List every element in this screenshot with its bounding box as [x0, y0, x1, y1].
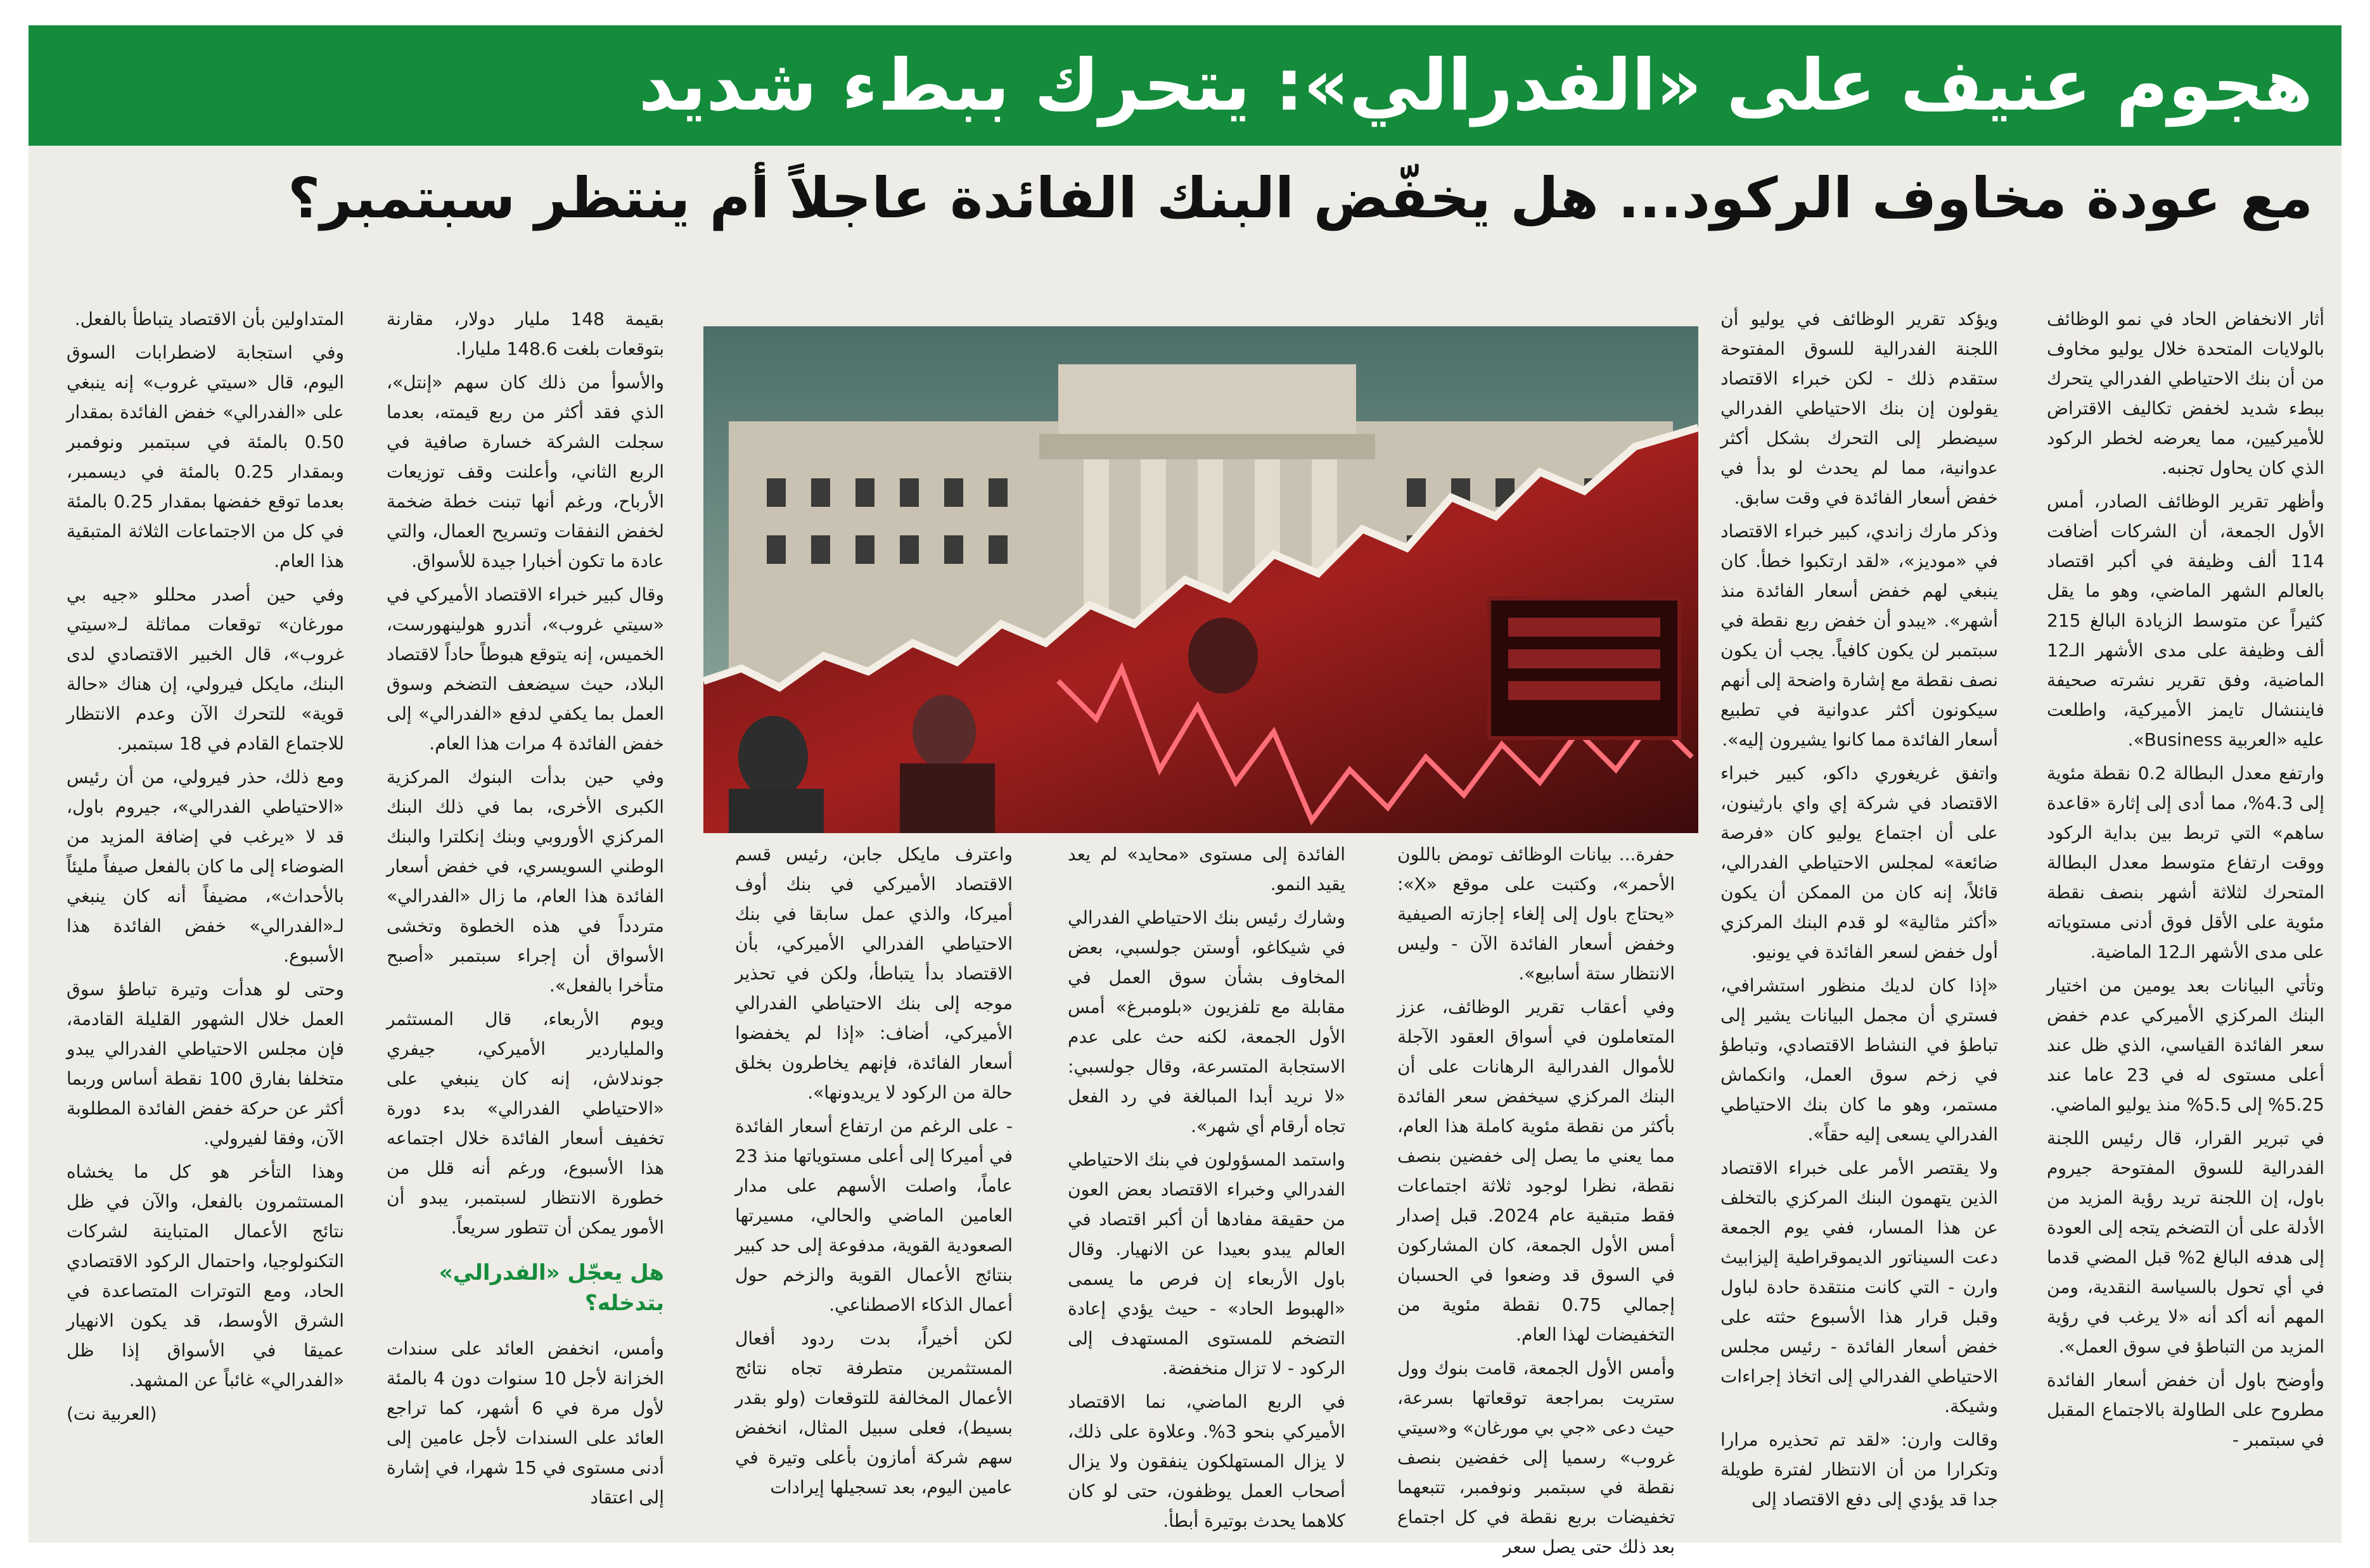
paragraph: ويوم الأربعاء، قال المستثمر والملياردير الأميركي، جيفري جوندلاش، إنه كان ينبغي على «الاحتياطي الفدرالي» بدء دورة تخفيف أسعار الفائدة خلال اجتماعه هذا الأسبوع، ورغم أنه قلل من خطورة الانتظار لسبتمبر، يبدو أن الأمور يمكن أن تتطور سريعاً.: [387, 1009, 664, 1238]
column-7: [67, 304, 344, 1527]
paragraph: وقالت وارن: «لقد تم تحذيره مرارا وتكرارا من أن الانتظار لفترة طويلة جدا قد يؤدي إلى دفع الاقتصاد إلى: [1720, 1429, 1998, 1510]
paragraph: في الربع الماضي، نما الاقتصاد الأميركي بنحو 3%. وعلاوة على ذلك، لا يزال المستهلكون ينفقون ولا يزال أصحاب العمل يوظفون، حتى لو كان كلاهما يحدث بوتيرة أبطأ.: [1068, 1391, 1345, 1531]
paragraph: وتأتي البيانات بعد يومين من اختيار البنك المركزي الأميركي عدم خفض سعر الفائدة القياسي، الذي ظل عند أعلى مستوى له في 23 عاما عند 5.25% إلى 5.5% منذ يوليو الماضي.: [2047, 975, 2324, 1115]
column-4: [1068, 839, 1345, 1531]
paragraph: وحتى لو هدأت وتيرة تباطؤ سوق العمل خلال الشهور القليلة القادمة، فإن مجلس الاحتياطي الفدرالي يبدو متخلفا بفارق 100 نقطة أساس وربما أكثر عن حركة خفض الفائدة المطلوبة الآن، وفقا لفيرولي.: [67, 979, 344, 1149]
paragraph: وشارك رئيس بنك الاحتياطي الفدرالي في شيكاغو، أوستن جولسبي، بعض المخاوف بشأن سوق العمل في مقابلة مع تلفزيون «بلومبرغ» أمس الأول الجمعة، لكنه حث على عدم الاستجابة المتسرعة، وقال جولسبي: «لا نريد أبدا المبالغة في رد الفعل تجاه أرقام أي شهر».: [1068, 907, 1345, 1137]
paragraph: ولا يقتصر الأمر على خبراء الاقتصاد الذين يتهمون البنك المركزي بالتخلف عن هذا المسار، ففي يوم الجمعة دعت السيناتور الديموقراطية إليزابيث وارن - التي كانت منتقدة حادة لباول وقبل قرار هذا الأسبوع حثته على خفض أسعار الفائدة - رئيس مجلس الاحتياطي الفدرالي إلى اتخاذ إجراءات وشيكة.: [1720, 1157, 1998, 1417]
headline-band: [29, 25, 2341, 146]
column-2: [1720, 304, 1998, 1527]
paragraph: واستمد المسؤولون في بنك الاحتياطي الفدرالي وخبراء الاقتصاد بعض العون من حقيقة مفادها أن أكبر اقتصاد في العالم يبدو بعيدا عن الانهيار. وقال باول الأربعاء إن فرص ما يسمى «الهبوط الحاد» - حيث يؤدي إعادة التضخم للمستوى المستهدف إلى الركود - لا تزال منخفضة.: [1068, 1149, 1345, 1379]
paragraph: ومع ذلك، حذر فيرولي، من أن رئيس «الاحتياطي الفدرالي»، جيروم باول، قد لا «يرغب في إضافة المزيد من الضوضاء إلى ما كان بالفعل صيفاً مليئاً بالأحداث»، مضيفاً أنه كان ينبغي لـ«الفدرالي» خفض الفائدة هذا الأسبوع.: [67, 767, 344, 966]
paragraph: ويؤكد تقرير الوظائف في يوليو أن اللجنة الفدرالية للسوق المفتوحة ستقدم ذلك - لكن خبراء الاقتصاد يقولون إن بنك الاحتياطي الفدرالي سيضطر إلى التحرك بشكل أكثر عدوانية، مما لم يحدث لو بدأ في خفض أسعار الفائدة في وقت سابق.: [1720, 309, 1998, 508]
paragraph: وفي حين بدأت البنوك المركزية الكبرى الأخرى، بما في ذلك البنك المركزي الأوروبي وبنك إنكلترا والبنك الوطني السويسري، في خفض أسعار الفائدة هذا العام، ما زال «الفدرالي» متردداً في هذه الخطوة وتخشى الأسواق أن إجراء سبتمبر «أصبح متأخرا بالفعل».: [387, 767, 664, 996]
paragraph: في تبرير القرار، قال رئيس اللجنة الفدرالية للسوق المفتوحة جيروم باول، إن اللجنة تريد رؤية المزيد من الأدلة على أن التضخم يتجه إلى العودة إلى هدفه البالغ 2% قبل المضي قدما في أي تحول بالسياسة النقدية، ومن المهم أنه أكد أنه «لا يرغب في رؤية المزيد من التباطؤ في سوق العمل».: [2047, 1128, 2324, 1357]
paragraph: المتداولين بأن الاقتصاد يتباطأ بالفعل.: [74, 309, 344, 329]
paragraph: وذكر مارك زاندي، كبير خبراء الاقتصاد في «موديز»، «لقد ارتكبوا خطأ. كان ينبغي لهم خفض أسعار الفائدة منذ أشهر». «يبدو أن خفض ربع نقطة في سبتمبر لن يكون كافياً. يجب أن يكون نصف نقطة مع إشارة واضحة إلى أنهم سيكونون أكثر عدوانية في تطبيع أسعار الفائدة مما كانوا يشيرون إليه».: [1720, 521, 1998, 750]
federal-reserve-building-and-falling-market-chart-icon: [703, 326, 1698, 833]
paragraph: بقيمة 148 مليار دولار، مقارنة بتوقعات بلغت 148.6 مليارا.: [387, 309, 664, 359]
paragraph: - على الرغم من ارتفاع أسعار الفائدة في أميركا إلى أعلى مستوياتها منذ 23 عاماً، واصلت الأسهم على مدار العامين الماضي والحالي، مسيرتها الصعودية القوية، مدفوعة إلى حد كبير بنتائج الأعمال القوية والزخم حول أعمال الذكاء الاصطناعي.: [735, 1116, 1013, 1315]
paragraph: والأسوأ من ذلك كان سهم «إنتل»، الذي فقد أكثر من ربع قيمته، بعدما سجلت الشركة خسارة صافية في الربع الثاني، وأعلنت وقف توزيعات الأرباح، ورغم أنها تبنت خطة ضخمة لخفض النفقات وتسريح العمال، والتي عادة ما تكون أخبارا جيدة للأسواق.: [387, 372, 664, 571]
subheadline: مع عودة مخاوف الركود... هل يخفّض البنك الفائدة عاجلاً أم ينتظر سبتمبر؟: [288, 165, 2313, 231]
paragraph: وأظهر تقرير الوظائف الصادر، أمس الأول الجمعة، أن الشركات أضافت 114 ألف وظيفة في أكبر اقتصاد بالعالم الشهر الماضي، وهو ما يقل كثيراً عن متوسط الزيادة البالغ 215 ألف وظيفة على مدى الأشهر الـ12 الماضية، وفق تقرير نشرته صحيفة فايننشال تايمز الأميركية، واطلعت عليه «العربية Business».: [2047, 491, 2324, 750]
subheading: هل يعجّل «الفدرالي» بتدخله؟: [439, 1260, 664, 1316]
article-photo: [703, 326, 1698, 833]
paragraph: واتفق غريغوري داكو، كبير خبراء الاقتصاد في شركة إي واي بارثينون، على أن اجتماع يوليو كان «فرصة ضائعة» لمجلس الاحتياطي الفدرالي، قائلاً، إنه كان من الممكن أن يكون «أكثر مثالية» لو قدم البنك المركزي أول خفض لسعر الفائدة في يونيو.: [1720, 763, 1998, 962]
column-5: [735, 839, 1013, 1527]
headline: هجوم عنيف على «الفدرالي»: يتحرك ببطء شديد: [638, 44, 2313, 127]
paragraph: وأوضح باول أن خفض أسعار الفائدة مطروح على الطاولة بالاجتماع المقبل في سبتمبر -: [2047, 1370, 2324, 1450]
paragraph: الفائدة إلى مستوى «محايد» لم يعد يقيد النمو.: [1068, 844, 1345, 895]
paragraph: وفي حين أصدر محللو «جيه بي مورغان» توقعات مماثلة لـ«سيتي غروب»، قال الخبير الاقتصادي لدى البنك، مايكل فيرولي، إن هناك «حالة قوية» للتحرك الآن وعدم الانتظار للاجتماع القادم في 18 سبتمبر.: [67, 584, 344, 754]
paragraph: «إذا كان لديك منظور استشرافي، فستري أن مجمل البيانات يشير إلى تباطؤ في النشاط الاقتصادي، وتباطؤ في زخم سوق العمل، وانكماش مستمر، وهو ما كان بنك الاحتياطي الفدرالي يسعى إليه حقاً».: [1720, 975, 1998, 1145]
article-background: [29, 25, 2341, 1557]
paragraph: حفرة... بيانات الوظائف تومض باللون الأحمر»، وكتبت على موقع «X»: «يحتاج باول إلى إلغاء إجازته الصيفية وخفض أسعار الفائدة الآن - وليس الانتظار ستة أسابيع».: [1397, 844, 1675, 984]
column-1: [2047, 304, 2324, 1527]
paragraph: وارتفع معدل البطالة 0.2 نقطة مئوية إلى 4.3%، مما أدى إلى إثارة «قاعدة ساهم» التي تربط بين بداية الركود ووقت ارتفاع متوسط معدل البطالة المتحرك لثلاثة أشهر بنصف نقطة مئوية على الأقل فوق أدنى مستوياته على مدى الأشهر الـ12 الماضية.: [2047, 763, 2324, 962]
paragraph: واعترف مايكل جابن، رئيس قسم الاقتصاد الأميركي في بنك أوف أميركا، والذي عمل سابقا في بنك الاحتياطي الفدرالي الأميركي، بأن الاقتصاد بدأ يتباطأ، ولكن في تحذير موجه إلى بنك الاحتياطي الفدرالي الأميركي، أضاف: «إذا لم يخفضوا أسعار الفائدة، فإنهم يخاطرون بخلق حالة من الركود لا يريدونها».: [735, 844, 1013, 1103]
column-6: [387, 304, 664, 1527]
paragraph: وهذا التأخر هو كل ما يخشاه المستثمرون بالفعل، والآن في ظل نتائج الأعمال المتباينة لشركات التكنولوجيا، واحتمال الركود الاقتصادي الحاد، ومع التوترات المتصاعدة في الشرق الأوسط، قد يكون الانهيار عميقا في الأسواق إذا ظل «الفدرالي» غائباً عن المشهد.: [67, 1161, 344, 1391]
paragraph: وفي أعقاب تقرير الوظائف، عزز المتعاملون في أسواق العقود الآجلة للأموال الفدرالية الرهانات على أن البنك المركزي سيخفض سعر الفائدة بأكثر من نقطة مئوية كاملة هذا العام، مما يعني ما يصل إلى خفضين بنصف نقطة، نظرا لوجود ثلاثة اجتماعات فقط متبقية عام 2024. قبل إصدار أمس الأول الجمعة، كان المشاركون في السوق قد وضعوا في الحسبان إجمالي 0.75 نقطة مئوية من التخفيضات لهذا العام.: [1397, 997, 1675, 1345]
paragraph: أثار الانخفاض الحاد في نمو الوظائف بالولايات المتحدة خلال يوليو مخاوف من أن بنك الاحتياطي الفدرالي يتحرك ببطء شديد لخفض تكاليف الاقتراض للأميركيين، مما يعرضه لخطر الركود الذي كان يحاول تجنبه.: [2047, 309, 2324, 478]
paragraph: وفي استجابة لاضطرابات السوق اليوم، قال «سيتي غروب» إنه ينبغي على «الفدرالي» خفض الفائدة بمقدار 0.50 بالمئة في سبتمبر ونوفمبر وبمقدار 0.25 بالمئة في ديسمبر، بعدما توقع خفضها بمقدار 0.25 بالمئة في كل من الاجتماعات الثلاثة المتبقية هذا العام.: [67, 342, 344, 571]
paragraph: لكن أخيراً، بدت ردود أفعال المستثمرين متطرفة تجاه نتائج الأعمال المخالفة للتوقعات (ولو بقدر بسيط)، فعلى سبيل المثال، انخفض سهم شركة أمازون بأعلى وتيرة في عامين اليوم، بعد تسجيلها إيرادات: [735, 1328, 1013, 1498]
paragraph: وقال كبير خبراء الاقتصاد الأميركي في «سيتي غروب»، أندرو هولينهورست، الخميس، إنه يتوقع هبوطاً حاداً لاقتصاد البلاد، حيث سيضعف التضخم وسوق العمل بما يكفي لدفع «الفدرالي» إلى خفض الفائدة 4 مرات هذا العام.: [387, 584, 664, 754]
source-signature: (العربية نت): [67, 1403, 157, 1424]
paragraph: وأمس الأول الجمعة، قامت بنوك وول ستريت بمراجعة توقعاتها بسرعة، حيث دعى «جي بي مورغان» و«سيتي غروب» رسميا إلى خفضين بنصف نقطة في سبتمبر ونوفمبر، تتبعهما تخفيضات بربع نقطة في كل اجتماع بعد ذلك حتى يصل سعر: [1397, 1358, 1675, 1557]
column-3: [1397, 839, 1675, 1557]
paragraph: وأمس، انخفض العائد على سندات الخزانة لأجل 10 سنوات دون 4 بالمئة لأول مرة في 6 أشهر، كما تراجع العائد على السندات لأجل عامين إلى أدنى مستوى في 15 شهرا، في إشارة إلى اعتقاد: [387, 1338, 664, 1508]
